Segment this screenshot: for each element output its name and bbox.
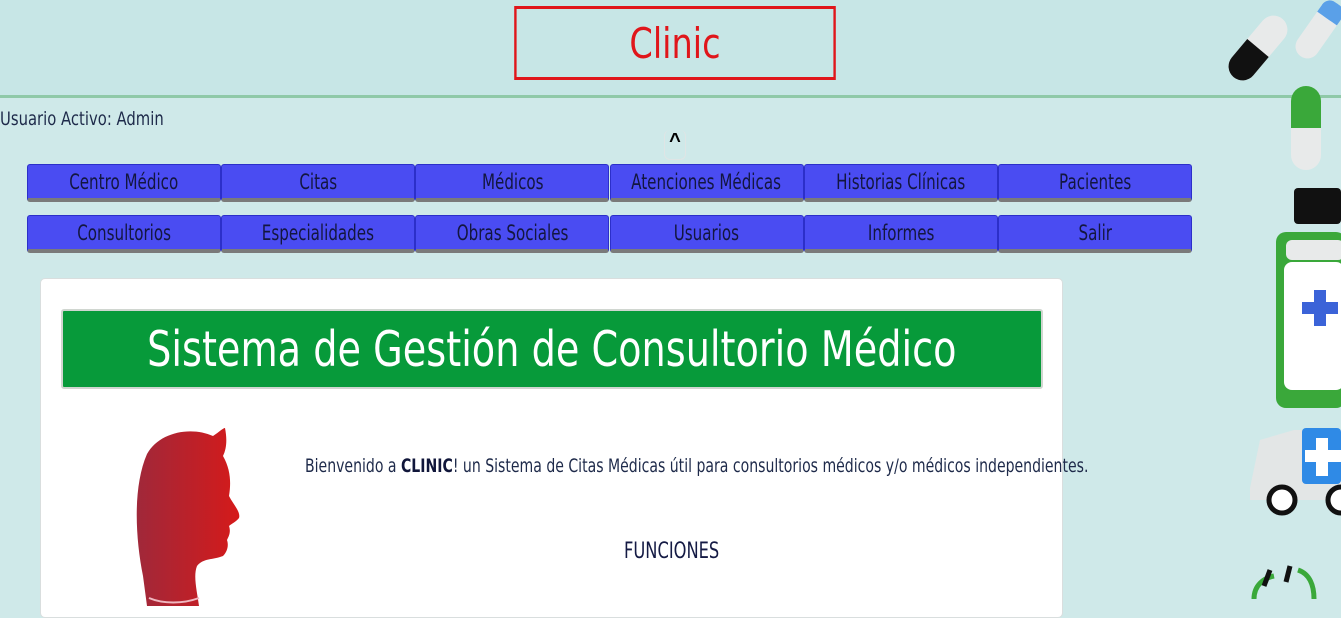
nav-consultorios-button[interactable]: Consultorios [27, 215, 221, 253]
nav-salir-button[interactable]: Salir [998, 215, 1192, 253]
capsule-icon [1224, 10, 1293, 86]
nav-usuarios-button[interactable]: Usuarios [610, 215, 804, 253]
nav-informes-button[interactable]: Informes [804, 215, 998, 253]
page-title: Sistema de Gestión de Consultorio Médico [147, 320, 957, 378]
nav-medicos-button[interactable]: Médicos [415, 164, 609, 202]
app-logo-title[interactable] [514, 6, 836, 80]
active-user-label: Usuario Activo: Admin [0, 108, 164, 130]
nav-centro-medico-button[interactable]: Centro Médico [27, 164, 221, 202]
nav-historias-clinicas-button[interactable]: Historias Clínicas [804, 164, 998, 202]
ambulance-icon [1250, 428, 1341, 513]
nav-obras-sociales-button[interactable]: Obras Sociales [415, 215, 609, 253]
medical-decoration-illustration [1224, 0, 1341, 599]
page-title-banner [61, 309, 1043, 389]
main-content-card [40, 278, 1089, 618]
medicine-bottle-icon [1276, 188, 1341, 408]
main-nav-row-1 [27, 164, 1192, 202]
welcome-message: Bienvenido a CLINIC! un Sistema de Citas Médicas útil para consultorios médicos y/o médicos independientes. [305, 455, 1089, 477]
funciones-heading: FUNCIONES [624, 539, 720, 564]
nav-pacientes-button[interactable]: Pacientes [998, 164, 1192, 202]
nav-atenciones-medicas-button[interactable]: Atenciones Médicas [610, 164, 804, 202]
nav-especialidades-button[interactable]: Especialidades [221, 215, 415, 253]
nav-citas-button[interactable]: Citas [221, 164, 415, 202]
chevron-up-icon: ^ [669, 130, 681, 152]
capsule-icon [1291, 86, 1321, 170]
main-nav-row-2 [27, 215, 1192, 253]
collapse-toggle-button[interactable] [664, 130, 686, 160]
brand-name: CLINIC [400, 455, 453, 477]
doctor-head-illustration [133, 426, 245, 606]
capsule-icon [1291, 0, 1341, 63]
app-title-text: Clinic [629, 18, 721, 68]
stethoscope-icon [1254, 566, 1314, 599]
